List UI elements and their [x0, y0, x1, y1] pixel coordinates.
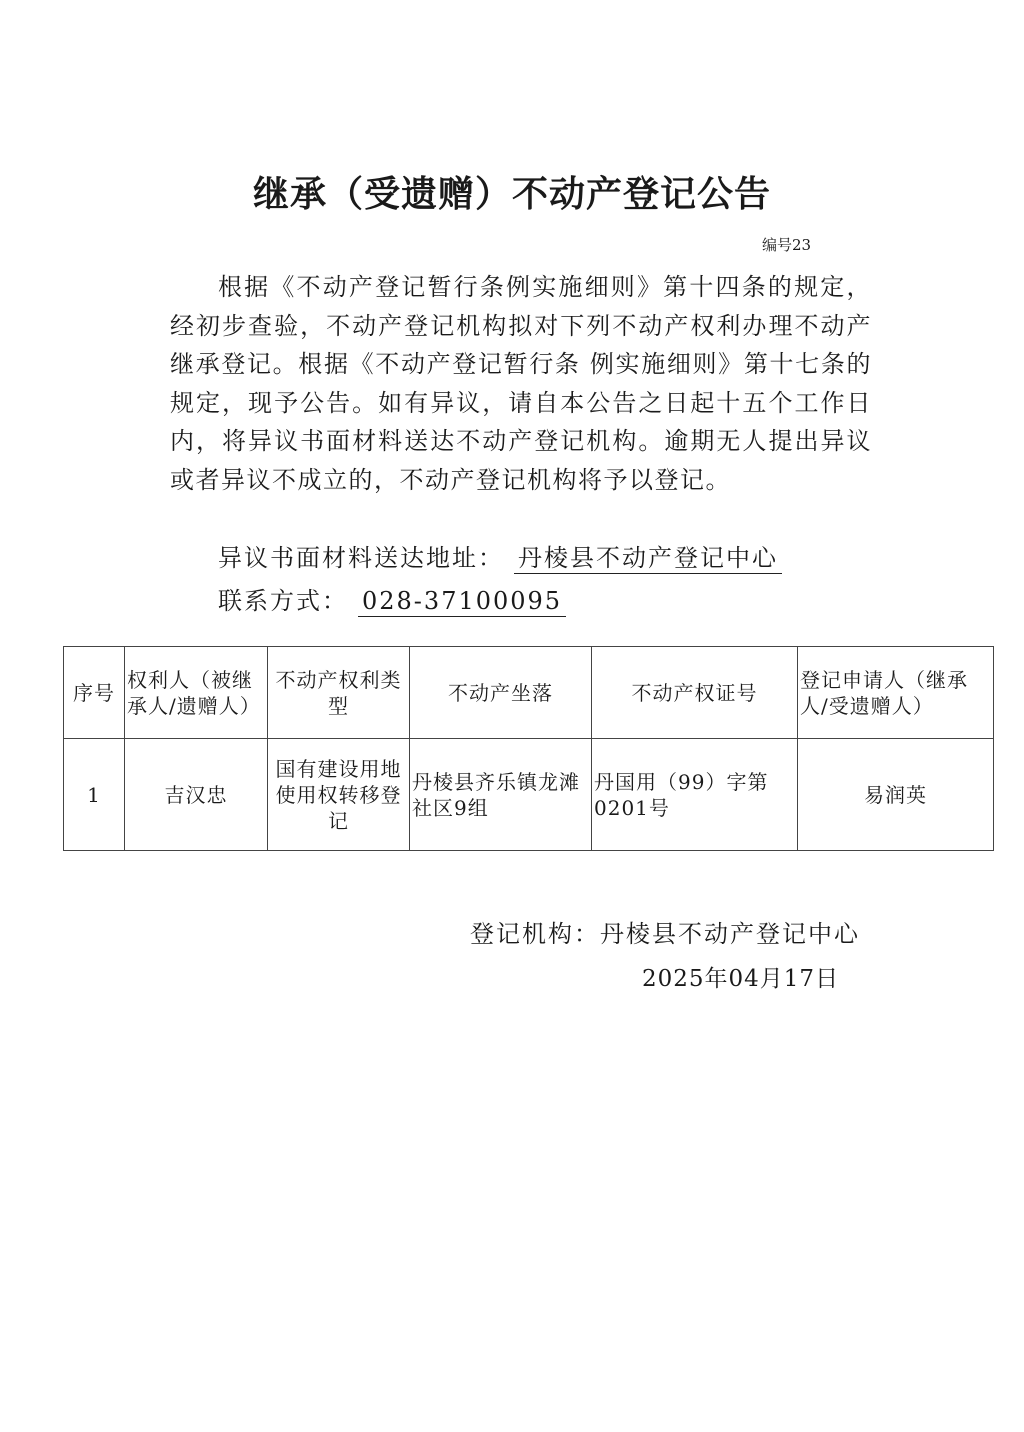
cell-applicant: 易润英	[798, 739, 994, 851]
objection-address-line	[218, 538, 782, 573]
table-header-row	[64, 647, 994, 739]
notice-body: 根据《不动产登记暂行条例实施细则》第十四条的规定，经初步查验，不动产登记机构拟对下列不动产权利办理不动产继承登记。根据《不动产登记暂行条 例实施细则》第十七条的规定，现予公告。如有异议，请自本公告之日起十五个工作日内，将异议书面材料送达不动产登记机构。逾期无人提出异议或者异议不成立的，不动产登记机构将予以登记。	[170, 273, 872, 494]
registration-authority: 登记机构：丹棱县不动产登记中心	[470, 920, 860, 948]
cell-location: 丹棱县齐乐镇龙滩社区9组	[410, 739, 592, 851]
notice-number: 编号23	[762, 236, 812, 254]
cell-cert-no: 丹国用（99）字第0201号	[592, 739, 798, 851]
notice-date: 2025年04月17日	[642, 966, 840, 992]
objection-address-value: 丹棱县不动产登记中心	[514, 544, 782, 574]
cell-right-holder: 吉汉忠	[125, 739, 268, 851]
contact-line	[218, 581, 566, 616]
notice-title: 继承（受遗赠）不动产登记公告	[252, 174, 771, 215]
contact-value: 028-37100095	[358, 587, 566, 617]
header-seq: 序号	[64, 647, 125, 739]
header-cert-no: 不动产权证号	[592, 647, 798, 739]
header-location: 不动产坐落	[410, 647, 592, 739]
contact-label: 联系方式：	[218, 587, 348, 615]
header-right-type: 不动产权利类型	[268, 647, 410, 739]
cell-seq: 1	[64, 739, 125, 851]
cell-right-type: 国有建设用地使用权转移登记	[268, 739, 410, 851]
objection-address-label: 异议书面材料送达地址：	[218, 544, 504, 572]
registration-table	[63, 646, 994, 851]
header-applicant: 登记申请人（继承人/受遗赠人）	[798, 647, 994, 739]
table-row	[64, 739, 994, 851]
header-right-holder: 权利人（被继承人/遗赠人）	[125, 647, 268, 739]
